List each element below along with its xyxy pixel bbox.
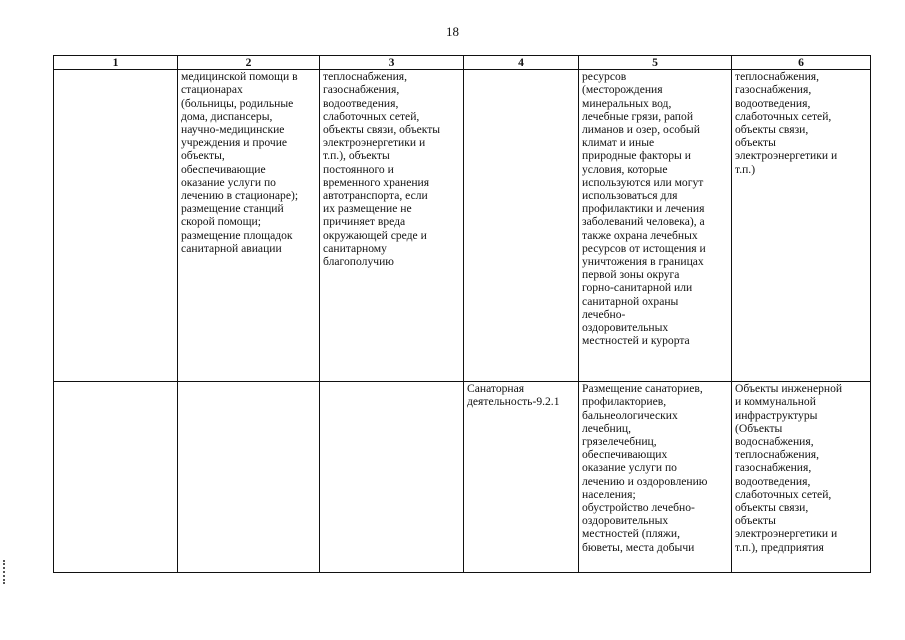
table-cell: теплоснабжения, газоснабжения, водоотведения, слаботочных сетей, объекты связи, объекты электроэнергетики и т.п.) xyxy=(732,70,871,382)
table-cell: теплоснабжения, газоснабжения, водоотведения, слаботочных сетей, объекты связи, объекты электроэнергетики и т.п.), объекты постоянного и временного хранения автотранспорта, если их размещение не причиняет вреда окружающей среде и санитарному благополучию xyxy=(320,70,464,382)
column-header-3: 3 xyxy=(320,56,464,70)
table-cell xyxy=(54,382,178,573)
table-cell: Размещение санаториев, профилакториев, бальнеологических лечебниц, грязелечебниц, обеспечивающих оказание услуги по лечению и оздоровлению населения; обустройство лечебно- оздоровительных местностей (пляжи, бюветы, места добычи xyxy=(579,382,732,573)
table-cell xyxy=(54,70,178,382)
column-header-5: 5 xyxy=(579,56,732,70)
table-row xyxy=(54,382,871,573)
table-header-row xyxy=(54,56,871,70)
column-header-6: 6 xyxy=(732,56,871,70)
regulation-table xyxy=(53,55,871,573)
column-header-1: 1 xyxy=(54,56,178,70)
column-header-4: 4 xyxy=(464,56,579,70)
table-cell: Санаторная деятельность-9.2.1 xyxy=(464,382,579,573)
table-cell xyxy=(320,382,464,573)
table-cell: ресурсов (месторождения минеральных вод, лечебные грязи, рапой лиманов и озер, особый климат и иные природные факторы и условия, которые используются или могут использоваться для профилактики и лечения заболеваний человека), а также охрана лечебных ресурсов от истощения и уничтожения в границах первой зоны округа горно-санитарной или санитарной охраны лечебно- оздоровительных местностей и курорта xyxy=(579,70,732,382)
column-header-2: 2 xyxy=(178,56,320,70)
scan-margin-mark xyxy=(3,560,11,584)
table-cell xyxy=(464,70,579,382)
page-number: 18 xyxy=(446,24,459,39)
table-cell: Объекты инженерной и коммунальной инфраструктуры (Объекты водоснабжения, теплоснабжения, газоснабжения, водоотведения, слаботочных сетей, объекты связи, объекты электроэнергетики и т.п.), предприятия xyxy=(732,382,871,573)
table-cell xyxy=(178,382,320,573)
table-row xyxy=(54,70,871,382)
table-cell: медицинской помощи в стационарах (больницы, родильные дома, диспансеры, научно-медицинские учреждения и прочие объекты, обеспечивающие оказание услуги по лечению в стационаре); размещение станций скорой помощи; размещение площадок санитарной авиации xyxy=(178,70,320,382)
